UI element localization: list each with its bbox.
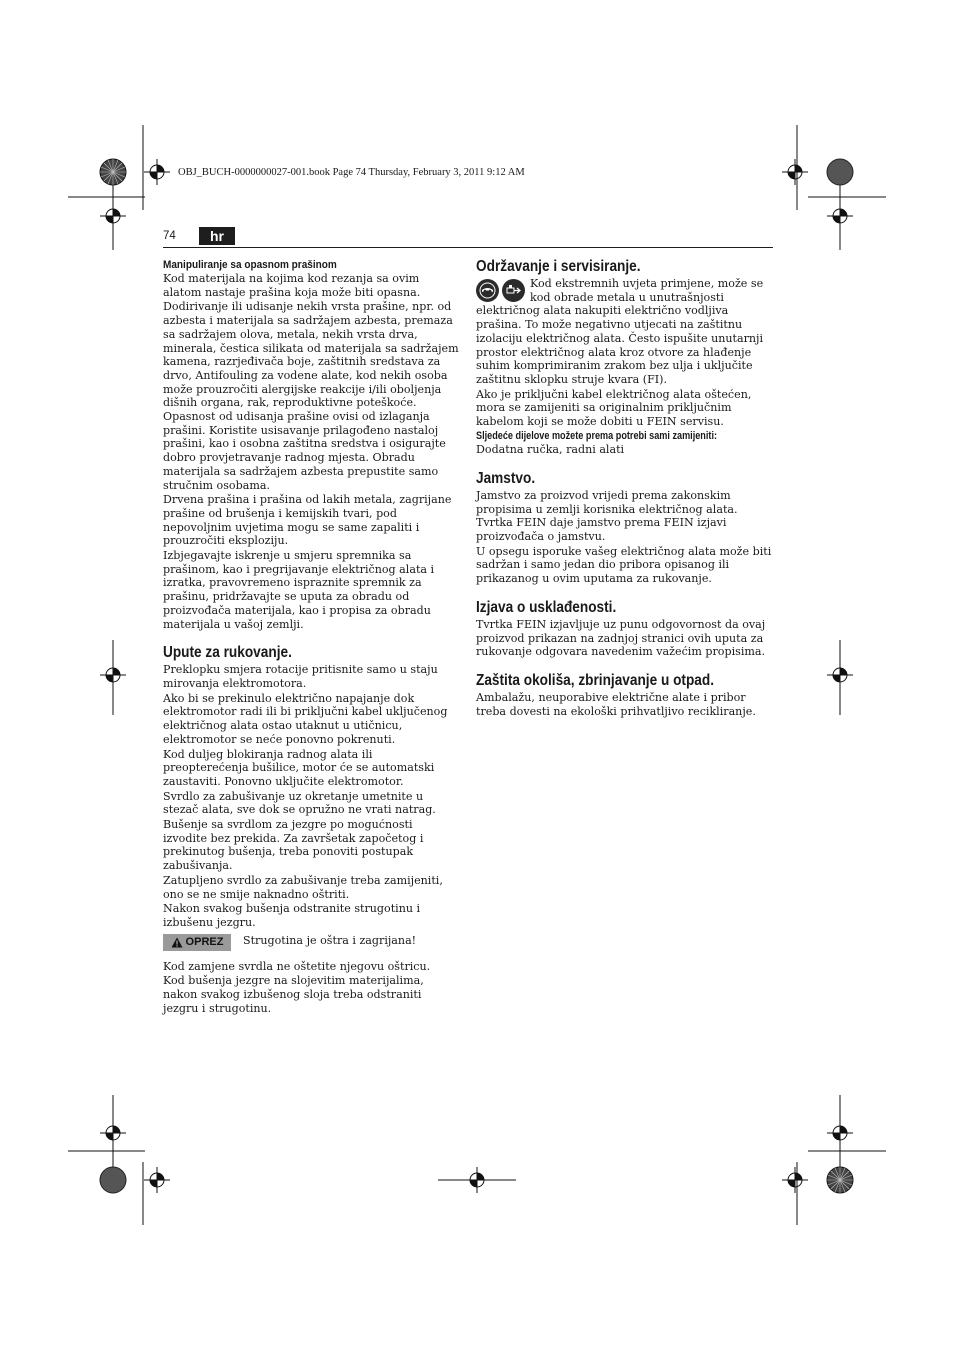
handling-paragraph: Zatupljeno svrdlo za zabušivanje treba zamijeniti, ono se ne smije naknadno oštriti. <box>163 873 443 901</box>
environment-paragraph: Ambalažu, neuporabive električne alate i pribor treba dovesti na ekološki prihvatljivo recikliranje. <box>476 690 756 718</box>
handling-paragraph: Preklopku smjera rotacije pritisnite samo u staju mirovanja elektromotora. <box>163 663 438 690</box>
warranty-heading: Jamstvo. <box>476 469 536 487</box>
maintenance-paragraph: Kod ekstremnih uvjeta primjene, može se kod obrade metala u unutrašnjosti električnog alata nakupiti električno vodljiva prašina. To može negativno utjecati na zaštitnu izolaciju električnog alata. Često ispušite unutarnji prostor električnog alata kroz otvore za hlađenje suhim komprimiranim zrakom bez ulja i uključite zaštitnu sklopku struje kvara (FI). <box>476 277 764 386</box>
warranty-paragraph: Jamstvo za proizvod vrijedi prema zakonskim propisima u zemlji korisnika električnog alata. Tvrtka FEIN daje jamstvo prema FEIN izjavi proizvođača o jamstvu. <box>476 488 738 544</box>
maintenance-paragraph: Ako je priključni kabel električnog alata oštećen, mora se zamijeniti sa originalnim priključnim kabelom koji se može dobiti u FEIN servisu. <box>476 387 752 429</box>
handling-heading: Upute za rukovanje. <box>163 644 292 662</box>
handling-paragraph: Ako bi se prekinulo električno napajanje dok elektromotor radi ili bi priključni kabel uključenog električnog alata ostao utaknut u utičnicu, elektromotor se neće ponovno pokrenuti. <box>163 691 448 746</box>
after-paragraph: Kod bušenja jezgre na slojevitim materijalima, nakon svakog izbušenog sloja treba odstraniti jezgru i strugotinu. <box>163 974 424 1015</box>
handling-paragraph: Bušenje sa svrdlom za jezgre po mogućnosti izvodite bez prekida. Za završetak započetog i prekinutog bušenja, treba ponoviti postupak zabušivanja. <box>163 818 424 873</box>
caution-label: OPREZ <box>185 936 224 949</box>
caution-text: Strugotina je oštra i zagrijana! <box>243 933 417 947</box>
handling-paragraph: Svrdlo za zabušivanje uz okretanje umetnite u stezač alata, sve dok se opružno ne vrati natrag. <box>163 789 436 817</box>
replaceable-parts-list: Dodatna ručka, radni alati <box>476 443 625 457</box>
book-info-line: OBJ_BUCH-0000000027-001.book Page 74 Thursday, February 3, 2011 9:12 AM <box>178 167 525 178</box>
conformity-heading: Izjava o usklađenosti. <box>476 598 617 616</box>
replaceable-parts-label: Sljedeće dijelove možete prema potrebi sami zamijeniti: <box>476 429 718 442</box>
environment-heading: Zaštita okoliša, zbrinjavanje u otpad. <box>476 671 714 689</box>
handling-paragraph: Kod duljeg blokiranja radnog alata ili preopterećenja bušilice, motor će se automatski zaustaviti. Ponovno uključite elektromotor. <box>163 747 435 788</box>
after-paragraph: Kod zamjene svrdla ne oštetite njegovu oštricu. <box>163 959 431 973</box>
dust-paragraph: Izbjegavajte iskrenje u smjeru spremnika sa prašinom, kao i pregrijavanje električnog alata i izratka, pravovremeno ispraznite spremnik za prašinu, pridržavajte se uputa za obradu od proizvođača materijala, kao i propisa za obradu materijala u vašoj zemlji. <box>163 549 435 631</box>
dust-paragraph: Drvena prašina i prašina od lakih metala, zagrijane prašine od brušenja i kemijskih tvari, pod nepovoljnim uvjetima mogu se same zapaliti i prouzročiti eksploziju. <box>163 493 452 548</box>
dust-paragraph: Dodirivanje ili udisanje nekih vrsta prašine, npr. od azbesta i materijala sa sadržajem azbesta, premaza sa sadržajem olova, metala, nekih vrsta drva, minerala, čestica silikata od materijala sa sadržajem kamena, razrjeđivača boje, zaštitnih sredstava za drvo, Antifouling za vodene alate, kod nekih osoba može prouzročiti alergijske reakcije i/ili oboljenja dišnih organa, rak, reproduktivne poteškoće. Opasnost od udisanja prašine ovisi od izlaganja prašini. Koristite usisavanje prilagođeno nastaloj prašini, kao i osobna zaštitna sredstva i osigurajte dobro provjetravanje radnog mjesta. Obradu materijala sa sadržajem azbesta prepustite samo stručnim osobama. <box>163 300 459 492</box>
warranty-paragraph: U opsegu isporuke vašeg električnog alata može biti sadržan i samo jedan dio pribora opisanog ili prikazanog u ovim uputama za rukovanje. <box>476 544 772 586</box>
language-tab: hr <box>199 227 235 245</box>
maintenance-heading: Održavanje i servisiranje. <box>476 258 641 275</box>
handling-paragraph: Nakon svakog bušenja odstranite strugotinu i izbušenu jezgru. <box>163 902 421 929</box>
page-number: 74 <box>163 230 176 242</box>
conformity-paragraph: Tvrtka FEIN izjavljuje uz punu odgovornost da ovaj proizvod prikazan na zadnjoj stranici ovih uputa za rukovanje odgovara navedenim važećim propisima. <box>476 617 766 659</box>
dust-paragraph: Kod materijala na kojima kod rezanja sa ovim alatom nastaje prašina koja može biti opasna. <box>163 272 421 299</box>
dust-heading: Manipuliranje sa opasnom prašinom <box>163 259 337 271</box>
